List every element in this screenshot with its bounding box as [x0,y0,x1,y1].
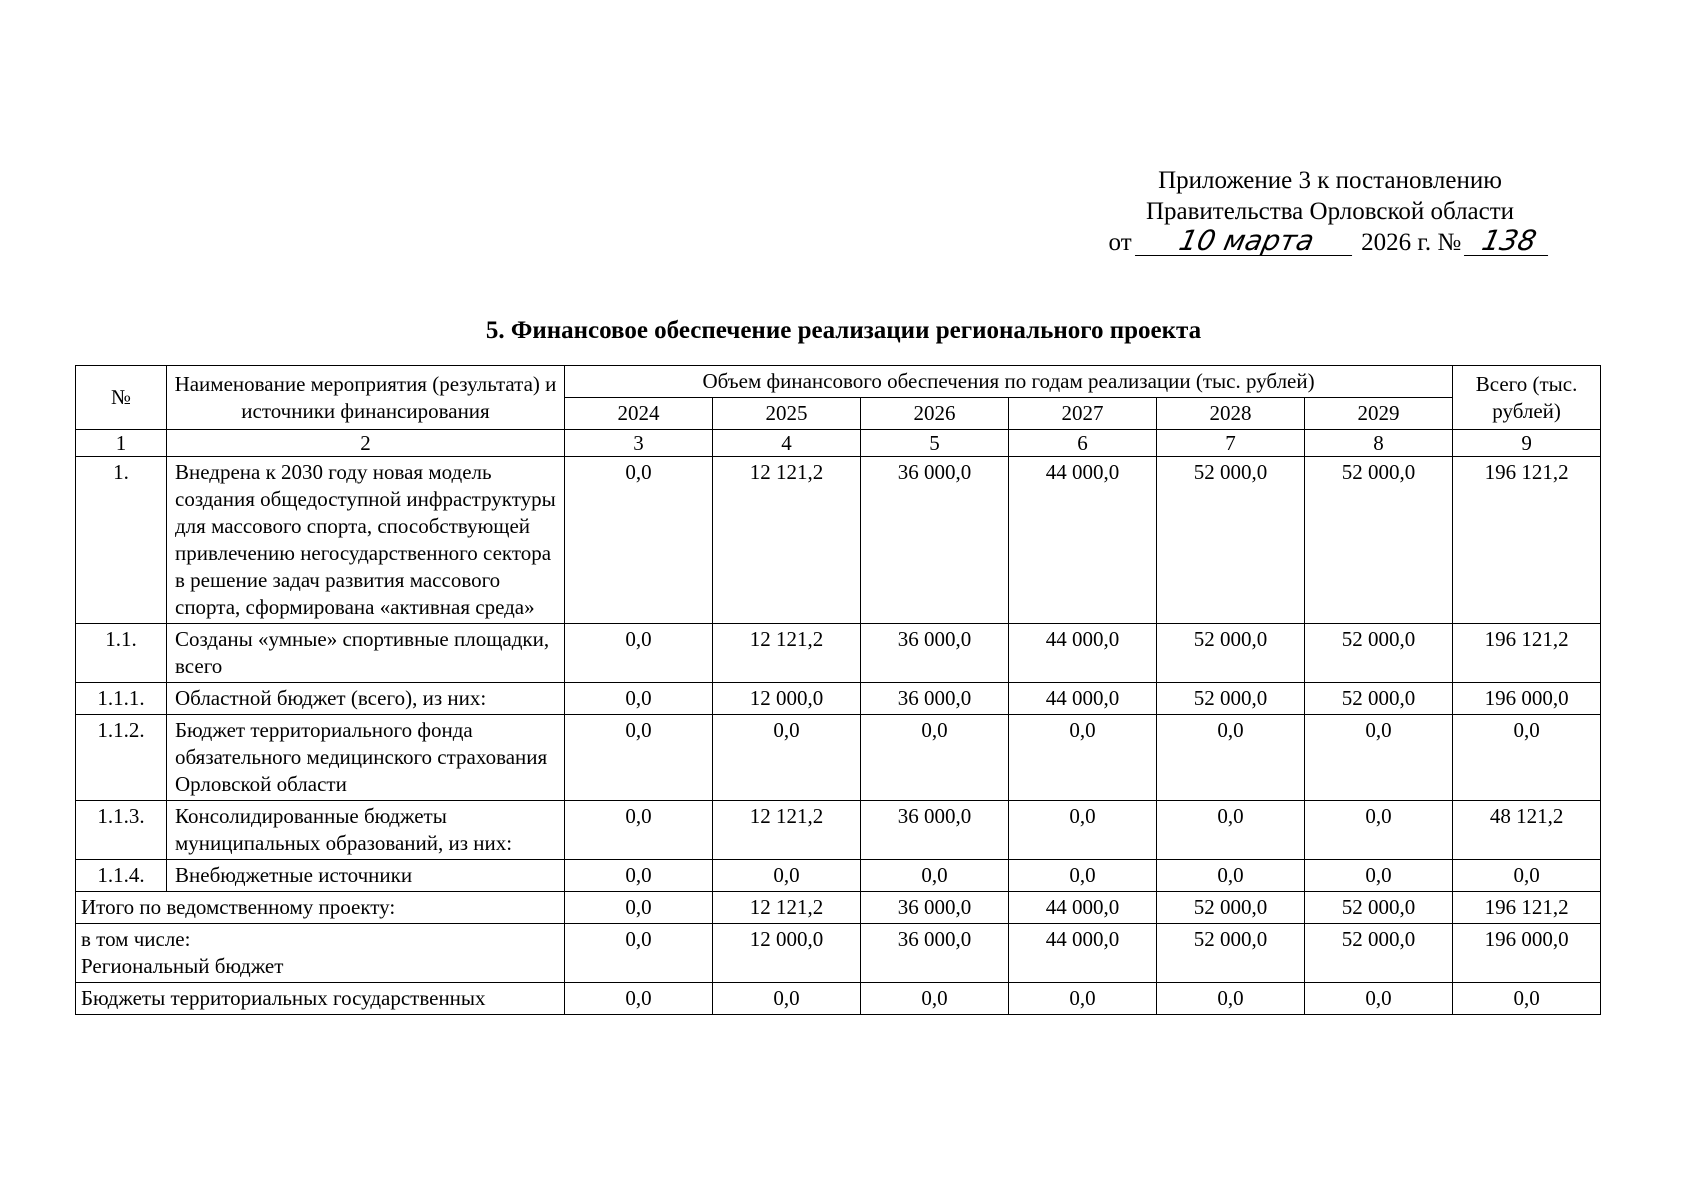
value-cell: 36 000,0 [861,801,1009,860]
column-index: 8 [1305,430,1453,457]
total-cell: 196 000,0 [1453,924,1601,983]
value-cell: 52 000,0 [1157,892,1305,924]
row-name: Областной бюджет (всего), из них: [167,683,565,715]
value-cell: 52 000,0 [1305,683,1453,715]
header-year: 2025 [713,398,861,430]
value-cell: 12 121,2 [713,457,861,624]
total-cell: 196 121,2 [1453,892,1601,924]
value-cell: 0,0 [861,715,1009,801]
total-row [76,924,1601,983]
row-number: 1.1.3. [76,801,167,860]
value-cell: 0,0 [861,860,1009,892]
header-year: 2024 [565,398,713,430]
value-cell: 52 000,0 [1305,624,1453,683]
header-no: № [76,366,167,430]
value-cell: 12 121,2 [713,801,861,860]
value-cell: 12 121,2 [713,892,861,924]
value-cell: 0,0 [565,860,713,892]
column-index: 5 [861,430,1009,457]
row-name: Внедрена к 2030 году новая модель создания общедоступной инфраструктуры для массового спорта, способствующей привлечению негосударственного сектора в решение задач развития массового спорта, сформирована «активная среда» [167,457,565,624]
section-title: 5. Финансовое обеспечение реализации регионального проекта [485,317,1202,344]
total-cell: 0,0 [1453,983,1601,1015]
regional-budget-label: Региональный бюджет [81,954,284,978]
value-cell: 0,0 [1009,860,1157,892]
total-row [76,983,1601,1015]
row-number: 1.1. [76,624,167,683]
value-cell: 0,0 [861,983,1009,1015]
value-cell: 0,0 [565,715,713,801]
table-row [76,801,1601,860]
government-line: Правительства Орловской области [1145,198,1515,225]
financing-table [75,365,1601,1015]
total-cell: 48 121,2 [1453,801,1601,860]
value-cell: 0,0 [713,860,861,892]
header-total: Всего (тыс. рублей) [1453,366,1601,430]
row-name: Внебюджетные источники [167,860,565,892]
value-cell: 44 000,0 [1009,624,1157,683]
total-cell: 196 121,2 [1453,624,1601,683]
year-label: 2026 г. № [1361,229,1462,256]
handwritten-date: 10 марта [1135,227,1358,256]
column-index: 6 [1009,430,1157,457]
row-name: Созданы «умные» спортивные площадки, всего [167,624,565,683]
header-year: 2027 [1009,398,1157,430]
total-cell: 196 121,2 [1453,457,1601,624]
value-cell: 12 121,2 [713,624,861,683]
header-year: 2026 [861,398,1009,430]
value-cell: 52 000,0 [1157,624,1305,683]
row-number: 1.1.1. [76,683,167,715]
value-cell: 44 000,0 [1009,892,1157,924]
table-row [76,683,1601,715]
value-cell: 0,0 [565,624,713,683]
row-name: Консолидированные бюджеты муниципальных образований, из них: [167,801,565,860]
value-cell: 0,0 [1009,715,1157,801]
table-row [76,860,1601,892]
header-year: 2029 [1305,398,1453,430]
value-cell: 0,0 [565,683,713,715]
value-cell: 52 000,0 [1305,892,1453,924]
column-index-row [76,430,1601,457]
from-label: от [1108,229,1132,256]
value-cell: 44 000,0 [1009,683,1157,715]
value-cell: 0,0 [1157,715,1305,801]
column-index: 1 [76,430,167,457]
header-row-1 [76,366,1601,398]
row-number: 1. [76,457,167,624]
value-cell: 52 000,0 [1157,683,1305,715]
row-name: Бюджет территориального фонда обязательного медицинского страхования Орловской области [167,715,565,801]
value-cell: 0,0 [1305,983,1453,1015]
value-cell: 0,0 [1305,801,1453,860]
value-cell: 44 000,0 [1009,924,1157,983]
column-index: 7 [1157,430,1305,457]
value-cell: 0,0 [1157,860,1305,892]
value-cell: 52 000,0 [1157,457,1305,624]
header-volume: Объем финансового обеспечения по годам реализации (тыс. рублей) [565,366,1453,398]
value-cell: 0,0 [565,892,713,924]
value-cell: 36 000,0 [861,892,1009,924]
value-cell: 44 000,0 [1009,457,1157,624]
value-cell: 0,0 [1305,860,1453,892]
value-cell: 0,0 [713,983,861,1015]
including-label: в том числе: [81,927,191,951]
column-index: 9 [1453,430,1601,457]
handwritten-number: 138 [1464,227,1554,256]
value-cell: 36 000,0 [861,457,1009,624]
column-index: 2 [167,430,565,457]
total-cell: 196 000,0 [1453,683,1601,715]
value-cell: 0,0 [713,715,861,801]
total-label [76,924,565,983]
appendix-line: Приложение 3 к постановлению [1158,167,1502,194]
value-cell: 0,0 [565,924,713,983]
header-name: Наименование мероприятия (результата) и источники финансирования [167,366,565,430]
header-year: 2028 [1157,398,1305,430]
date-number-line [1060,224,1600,258]
table-row [76,457,1601,624]
value-cell: 0,0 [565,457,713,624]
value-cell: 0,0 [565,801,713,860]
value-cell: 0,0 [565,983,713,1015]
column-index: 4 [713,430,861,457]
table-row [76,624,1601,683]
value-cell: 0,0 [1009,801,1157,860]
value-cell: 0,0 [1157,983,1305,1015]
value-cell: 0,0 [1009,983,1157,1015]
value-cell: 0,0 [1157,801,1305,860]
total-label: Итого по ведомственному проекту: [76,892,565,924]
value-cell: 0,0 [1305,715,1453,801]
total-row [76,892,1601,924]
value-cell: 52 000,0 [1305,924,1453,983]
document-header [1060,165,1600,258]
column-index: 3 [565,430,713,457]
table-row [76,715,1601,801]
row-number: 1.1.4. [76,860,167,892]
value-cell: 36 000,0 [861,924,1009,983]
value-cell: 12 000,0 [713,683,861,715]
total-cell: 0,0 [1453,860,1601,892]
value-cell: 36 000,0 [861,683,1009,715]
total-label: Бюджеты территориальных государственных [76,983,565,1015]
value-cell: 52 000,0 [1157,924,1305,983]
row-number: 1.1.2. [76,715,167,801]
value-cell: 12 000,0 [713,924,861,983]
value-cell: 36 000,0 [861,624,1009,683]
value-cell: 52 000,0 [1305,457,1453,624]
total-cell: 0,0 [1453,715,1601,801]
